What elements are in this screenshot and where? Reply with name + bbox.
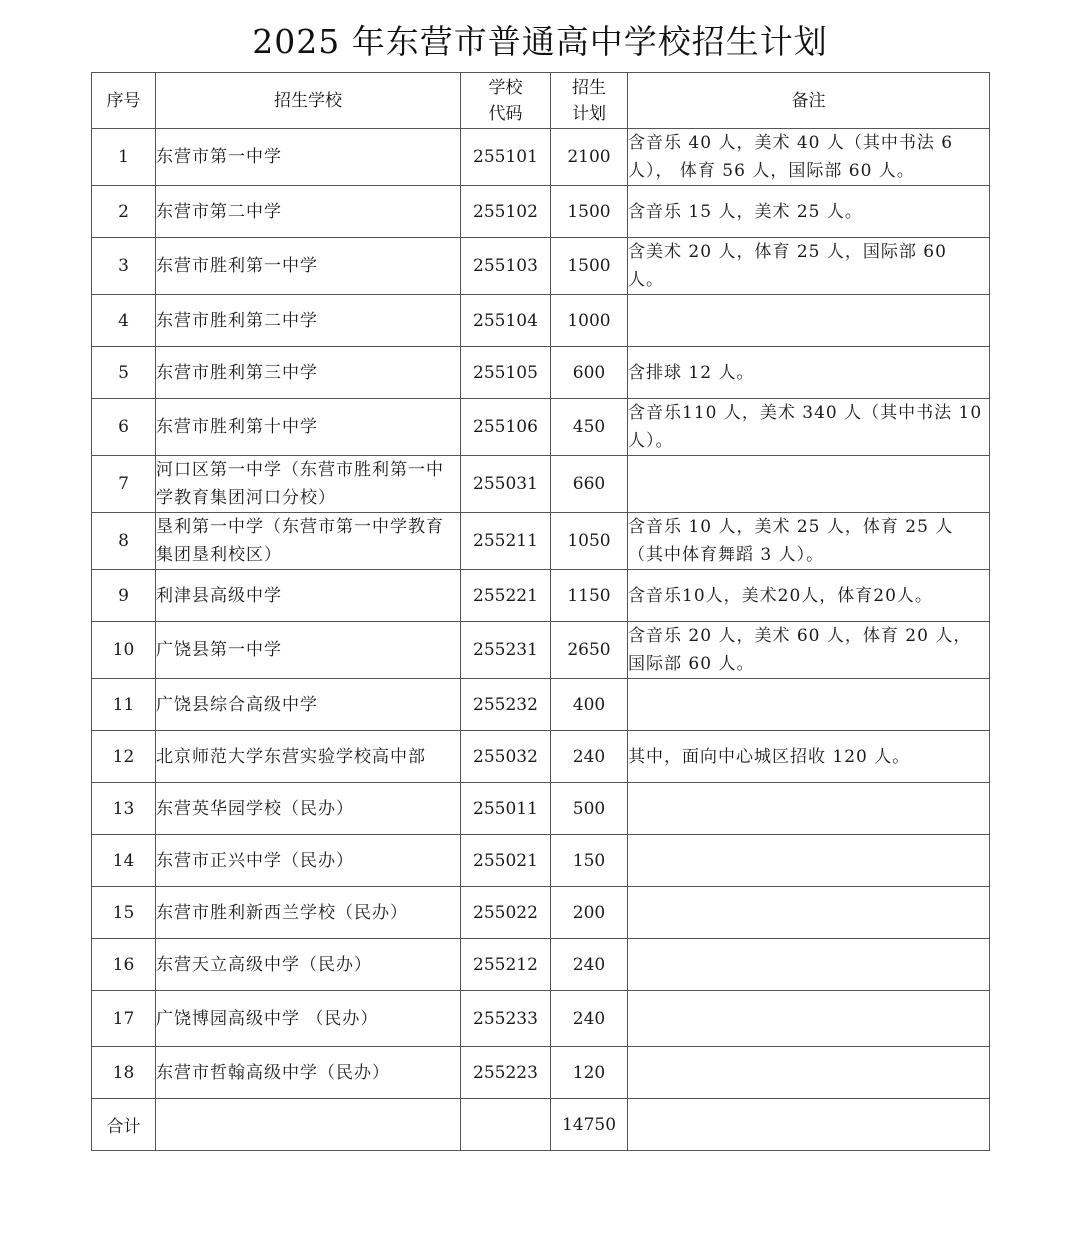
cell-plan: 500 — [551, 783, 628, 835]
table-row — [92, 1047, 990, 1099]
cell-plan: 2650 — [551, 622, 628, 679]
cell-school: 东营市正兴中学（民办） — [156, 835, 461, 887]
cell-plan: 150 — [551, 835, 628, 887]
cell-note: 含音乐10人，美术20人，体育20人。 — [628, 570, 990, 622]
cell-code: 255011 — [461, 783, 551, 835]
cell-school: 河口区第一中学（东营市胜利第一中学教育集团河口分校） — [156, 456, 461, 513]
cell-seq: 7 — [92, 456, 156, 513]
cell-plan: 1500 — [551, 238, 628, 295]
cell-plan: 660 — [551, 456, 628, 513]
cell-code: 255211 — [461, 513, 551, 570]
cell-code: 255232 — [461, 679, 551, 731]
cell-plan: 240 — [551, 731, 628, 783]
cell-code: 255233 — [461, 991, 551, 1047]
table-row — [92, 129, 990, 186]
cell-plan: 120 — [551, 1047, 628, 1099]
cell-code: 255101 — [461, 129, 551, 186]
total-row — [92, 1099, 990, 1151]
cell-school: 东营天立高级中学（民办） — [156, 939, 461, 991]
cell-plan: 400 — [551, 679, 628, 731]
cell-school: 东营市胜利第二中学 — [156, 295, 461, 347]
table-row — [92, 783, 990, 835]
cell-code: 255212 — [461, 939, 551, 991]
cell-school: 广饶县综合高级中学 — [156, 679, 461, 731]
cell-school: 东营市胜利第一中学 — [156, 238, 461, 295]
cell-note — [628, 1047, 990, 1099]
cell-seq: 10 — [92, 622, 156, 679]
table-row — [92, 570, 990, 622]
cell-plan: 1150 — [551, 570, 628, 622]
table-row — [92, 186, 990, 238]
cell-note: 含音乐 15 人，美术 25 人。 — [628, 186, 990, 238]
cell-school: 东营英华园学校（民办） — [156, 783, 461, 835]
cell-school: 东营市第一中学 — [156, 129, 461, 186]
cell-note: 含美术 20 人，体育 25 人，国际部 60 人。 — [628, 238, 990, 295]
header-code-line1: 学校 — [488, 77, 523, 98]
header-plan-line1: 招生 — [572, 77, 606, 98]
cell-note: 含排球 12 人。 — [628, 347, 990, 399]
table-row — [92, 295, 990, 347]
cell-code: 255022 — [461, 887, 551, 939]
header-note: 备注 — [628, 73, 990, 129]
cell-plan: 600 — [551, 347, 628, 399]
total-note-empty — [628, 1099, 990, 1151]
cell-code: 255021 — [461, 835, 551, 887]
page-title: 2025 年东营市普通高中学校招生计划 — [252, 22, 828, 61]
cell-school: 东营市第二中学 — [156, 186, 461, 238]
total-plan: 14750 — [551, 1099, 628, 1151]
table-row — [92, 456, 990, 513]
cell-plan: 200 — [551, 887, 628, 939]
header-plan-line2: 计划 — [572, 103, 606, 124]
cell-seq: 16 — [92, 939, 156, 991]
header-code-line2: 代码 — [488, 103, 523, 124]
cell-seq: 4 — [92, 295, 156, 347]
table-row — [92, 731, 990, 783]
cell-school: 垦利第一中学（东营市第一中学教育集团垦利校区） — [156, 513, 461, 570]
cell-note: 含音乐110 人，美术 340 人（其中书法 10 人）。 — [628, 399, 990, 456]
cell-note: 含音乐 10 人，美术 25 人，体育 25 人（其中体育舞蹈 3 人）。 — [628, 513, 990, 570]
cell-seq: 1 — [92, 129, 156, 186]
cell-school: 广饶县第一中学 — [156, 622, 461, 679]
cell-plan: 450 — [551, 399, 628, 456]
cell-seq: 15 — [92, 887, 156, 939]
cell-note — [628, 456, 990, 513]
header-plan — [551, 73, 628, 129]
cell-seq: 12 — [92, 731, 156, 783]
cell-code: 255231 — [461, 622, 551, 679]
cell-note — [628, 991, 990, 1047]
enrollment-table — [91, 72, 990, 1151]
cell-school: 广饶博园高级中学 （民办） — [156, 991, 461, 1047]
table-row — [92, 513, 990, 570]
cell-school: 利津县高级中学 — [156, 570, 461, 622]
cell-seq: 17 — [92, 991, 156, 1047]
cell-seq: 6 — [92, 399, 156, 456]
header-seq: 序号 — [92, 73, 156, 129]
cell-plan: 2100 — [551, 129, 628, 186]
table-row — [92, 347, 990, 399]
cell-code: 255221 — [461, 570, 551, 622]
cell-seq: 8 — [92, 513, 156, 570]
cell-school: 北京师范大学东营实验学校高中部 — [156, 731, 461, 783]
header-school: 招生学校 — [156, 73, 461, 129]
cell-note — [628, 939, 990, 991]
table-row — [92, 679, 990, 731]
cell-seq: 14 — [92, 835, 156, 887]
cell-seq: 18 — [92, 1047, 156, 1099]
table-row — [92, 622, 990, 679]
cell-note: 含音乐 20 人，美术 60 人，体育 20 人，国际部 60 人。 — [628, 622, 990, 679]
table-header-row — [92, 73, 990, 129]
cell-plan: 240 — [551, 939, 628, 991]
table-row — [92, 238, 990, 295]
cell-seq: 2 — [92, 186, 156, 238]
table-row — [92, 399, 990, 456]
cell-note: 其中，面向中心城区招收 120 人。 — [628, 731, 990, 783]
total-label: 合计 — [92, 1099, 156, 1151]
cell-seq: 13 — [92, 783, 156, 835]
cell-code: 255031 — [461, 456, 551, 513]
cell-school: 东营市哲翰高级中学（民办） — [156, 1047, 461, 1099]
cell-school: 东营市胜利第十中学 — [156, 399, 461, 456]
cell-note — [628, 835, 990, 887]
cell-code: 255032 — [461, 731, 551, 783]
cell-note: 含音乐 40 人，美术 40 人（其中书法 6 人）， 体育 56 人，国际部 60 人。 — [628, 129, 990, 186]
cell-note — [628, 295, 990, 347]
cell-code: 255102 — [461, 186, 551, 238]
cell-note — [628, 783, 990, 835]
cell-plan: 1500 — [551, 186, 628, 238]
cell-school: 东营市胜利新西兰学校（民办） — [156, 887, 461, 939]
header-code — [461, 73, 551, 129]
table-row — [92, 939, 990, 991]
cell-note — [628, 679, 990, 731]
cell-code: 255104 — [461, 295, 551, 347]
cell-plan: 1050 — [551, 513, 628, 570]
cell-seq: 11 — [92, 679, 156, 731]
cell-code: 255103 — [461, 238, 551, 295]
cell-seq: 3 — [92, 238, 156, 295]
cell-code: 255106 — [461, 399, 551, 456]
total-school-empty — [156, 1099, 461, 1151]
cell-plan: 1000 — [551, 295, 628, 347]
cell-code: 255223 — [461, 1047, 551, 1099]
total-code-empty — [461, 1099, 551, 1151]
cell-school: 东营市胜利第三中学 — [156, 347, 461, 399]
cell-code: 255105 — [461, 347, 551, 399]
table-row — [92, 835, 990, 887]
table-row — [92, 887, 990, 939]
table-row — [92, 991, 990, 1047]
cell-plan: 240 — [551, 991, 628, 1047]
cell-note — [628, 887, 990, 939]
cell-seq: 9 — [92, 570, 156, 622]
cell-seq: 5 — [92, 347, 156, 399]
